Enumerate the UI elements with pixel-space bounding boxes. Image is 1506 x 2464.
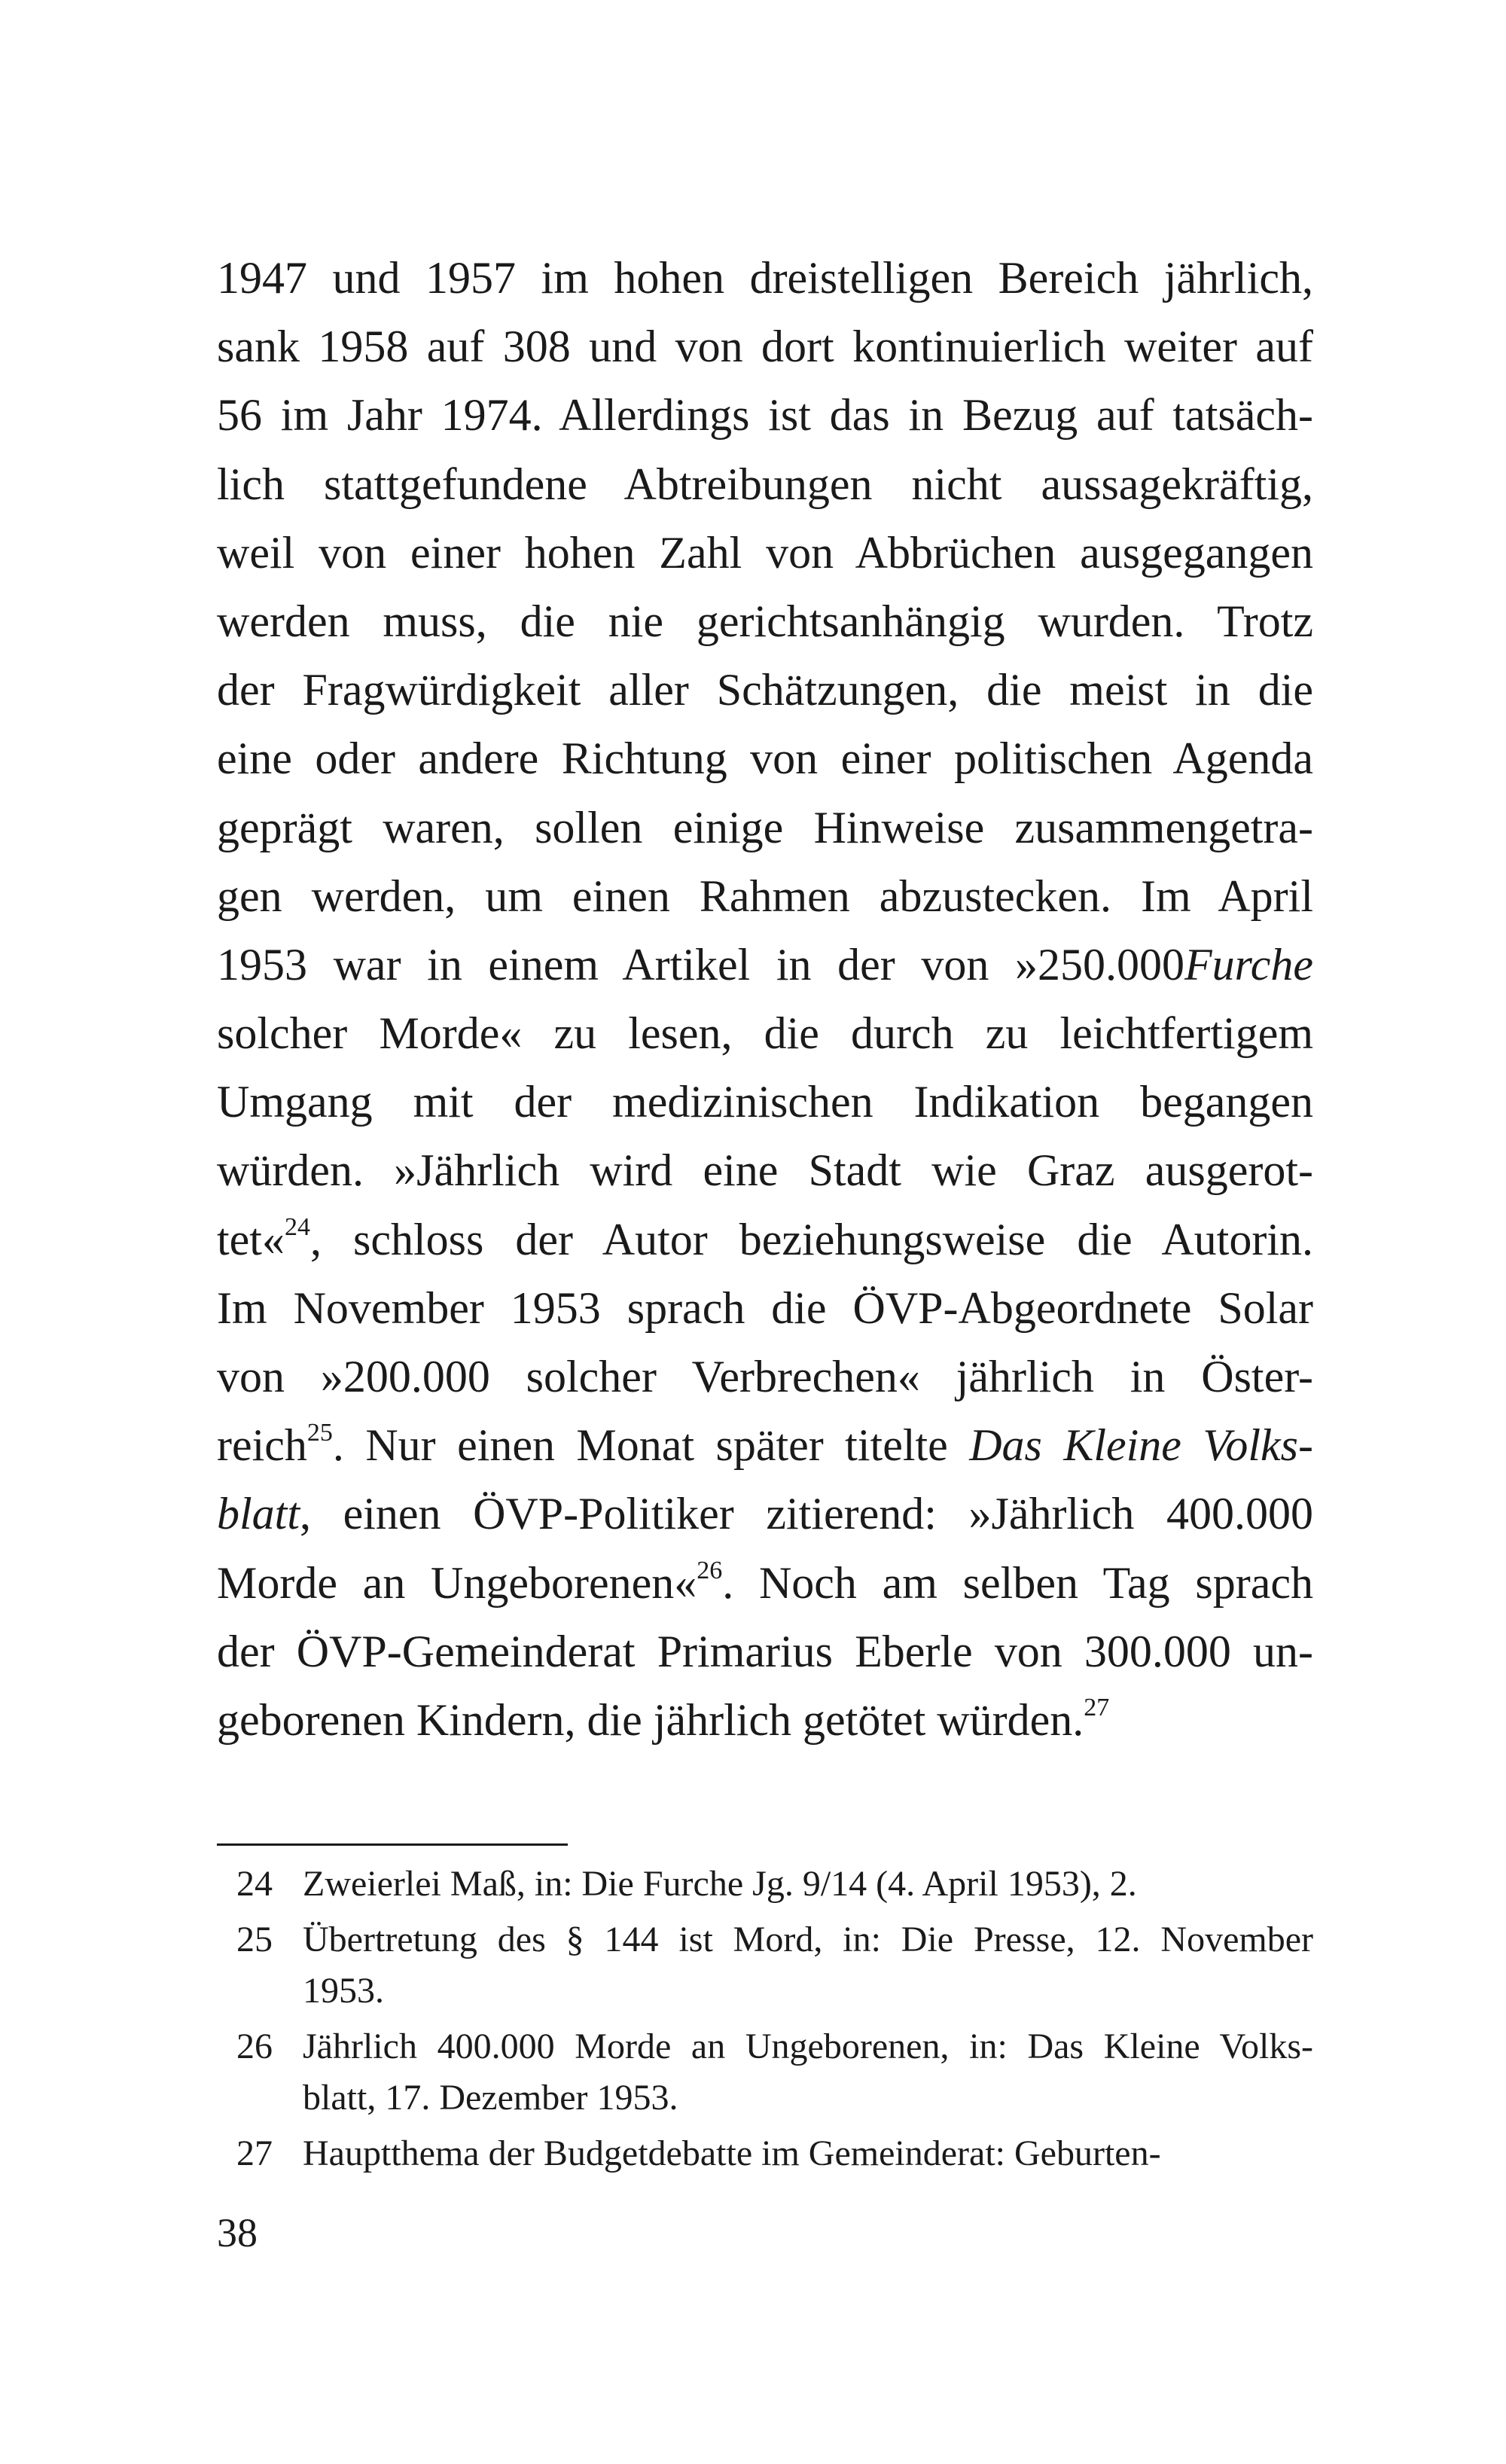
footnote bbox=[217, 2021, 1313, 2124]
footnotes bbox=[217, 1859, 1313, 2184]
text-run: Morde an Ungeborenen« bbox=[217, 1557, 697, 1608]
footnote-reference: 27 bbox=[1084, 1693, 1110, 1721]
footnote-text-line: blatt, 17. Dezember 1953. bbox=[303, 2078, 678, 2118]
text-run: von »250.000 bbox=[921, 939, 1184, 990]
text-line: sank 1958 auf 308 und von dort kontinuierlich weiter auf bbox=[217, 322, 1313, 372]
text-line: eine oder andere Richtung von einer politischen Agenda bbox=[217, 733, 1313, 784]
footnote-reference: 24 bbox=[284, 1212, 310, 1241]
footnote-text-line: 1953. bbox=[303, 1971, 384, 2011]
text-line: Umgang mit der medizinischen Indikation begangen bbox=[217, 1077, 1313, 1127]
text-line: der Fragwürdigkeit aller Schätzungen, die meist in die bbox=[217, 665, 1313, 715]
text-run: , schloss der Autor beziehungsweise die Autorin. bbox=[309, 1214, 1313, 1264]
footnote-number: 26 bbox=[236, 2026, 273, 2066]
footnote-text-line: Hauptthema der Budgetdebatte im Gemeinderat: Geburten- bbox=[303, 2133, 1161, 2173]
page-number: 38 bbox=[217, 2210, 258, 2255]
body-text bbox=[217, 244, 1313, 1755]
footnote-reference: 26 bbox=[697, 1556, 723, 1584]
text-run: . Nur einen Monat später titelte bbox=[332, 1420, 970, 1471]
text-run: . Noch am selben Tag sprach bbox=[722, 1557, 1313, 1608]
footnote-text-line: Übertretung des § 144 ist Mord, in: Die Presse, 12. November bbox=[303, 1920, 1313, 1959]
footnote bbox=[217, 1859, 1313, 1910]
text-line bbox=[217, 1480, 1313, 1548]
text-line: solcher Morde« zu lesen, die durch zu leichtfertigem bbox=[217, 1008, 1313, 1059]
text-line: von »200.000 solcher Verbrechen« jährlich in Öster- bbox=[217, 1352, 1313, 1401]
text-line: 1947 und 1957 im hohen dreistelligen Bereich jährlich, bbox=[217, 253, 1313, 303]
text-line: geprägt waren, sollen einige Hinweise zusammengetra- bbox=[217, 802, 1313, 852]
footnote bbox=[217, 2128, 1313, 2179]
text-line: weil von einer hohen Zahl von Abbrüchen ausgegangen bbox=[217, 527, 1313, 578]
footnote-separator bbox=[217, 1843, 568, 1846]
text-line bbox=[217, 1411, 1313, 1480]
text-run: reich bbox=[217, 1420, 307, 1471]
text-run: tet« bbox=[217, 1214, 285, 1264]
italic-title: Furche bbox=[1184, 939, 1314, 990]
text-line: der ÖVP-Gemeinderat Primarius Eberle von 300.000 un- bbox=[217, 1626, 1313, 1676]
text-line: würden. »Jährlich wird eine Stadt wie Graz ausgerot- bbox=[217, 1145, 1313, 1196]
text-line: Im November 1953 sprach die ÖVP-Abgeordnete Solar bbox=[217, 1282, 1313, 1333]
text-line: werden muss, die nie gerichtsanhängig wurden. Trotz bbox=[217, 596, 1313, 646]
italic-title: blatt bbox=[217, 1489, 300, 1539]
footnote-text-line: Jährlich 400.000 Morde an Ungeborenen, in: Das Kleine Volks- bbox=[303, 2026, 1313, 2066]
footnote-reference: 25 bbox=[306, 1419, 333, 1447]
footnote-number: 25 bbox=[236, 1920, 273, 1959]
footnote bbox=[217, 1914, 1313, 2017]
italic-title: Das Kleine Volks- bbox=[969, 1420, 1313, 1471]
footnote-number: 27 bbox=[236, 2133, 273, 2173]
text-run: 1953 war in einem Artikel in der bbox=[217, 939, 922, 990]
text-line: lich stattgefundene Abtreibungen nicht aussagekräftig, bbox=[217, 459, 1313, 509]
text-line bbox=[217, 1686, 1313, 1755]
text-run: geborenen Kindern, die jährlich getötet würden. bbox=[217, 1694, 1084, 1745]
text-line: gen werden, um einen Rahmen abzustecken. Im April bbox=[217, 871, 1313, 921]
text-line bbox=[217, 1549, 1313, 1618]
footnote-number: 24 bbox=[236, 1864, 273, 1904]
text-run: , einen ÖVP-Politiker zitierend: »Jährlich 400.000 bbox=[300, 1489, 1313, 1539]
text-line bbox=[217, 1206, 1313, 1274]
text-line: 56 im Jahr 1974. Allerdings ist das in Bezug auf tatsäch- bbox=[217, 390, 1313, 441]
text-line bbox=[217, 931, 1313, 999]
footnote-text-line: Zweierlei Maß, in: Die Furche Jg. 9/14 (4. April 1953), 2. bbox=[303, 1864, 1137, 1904]
